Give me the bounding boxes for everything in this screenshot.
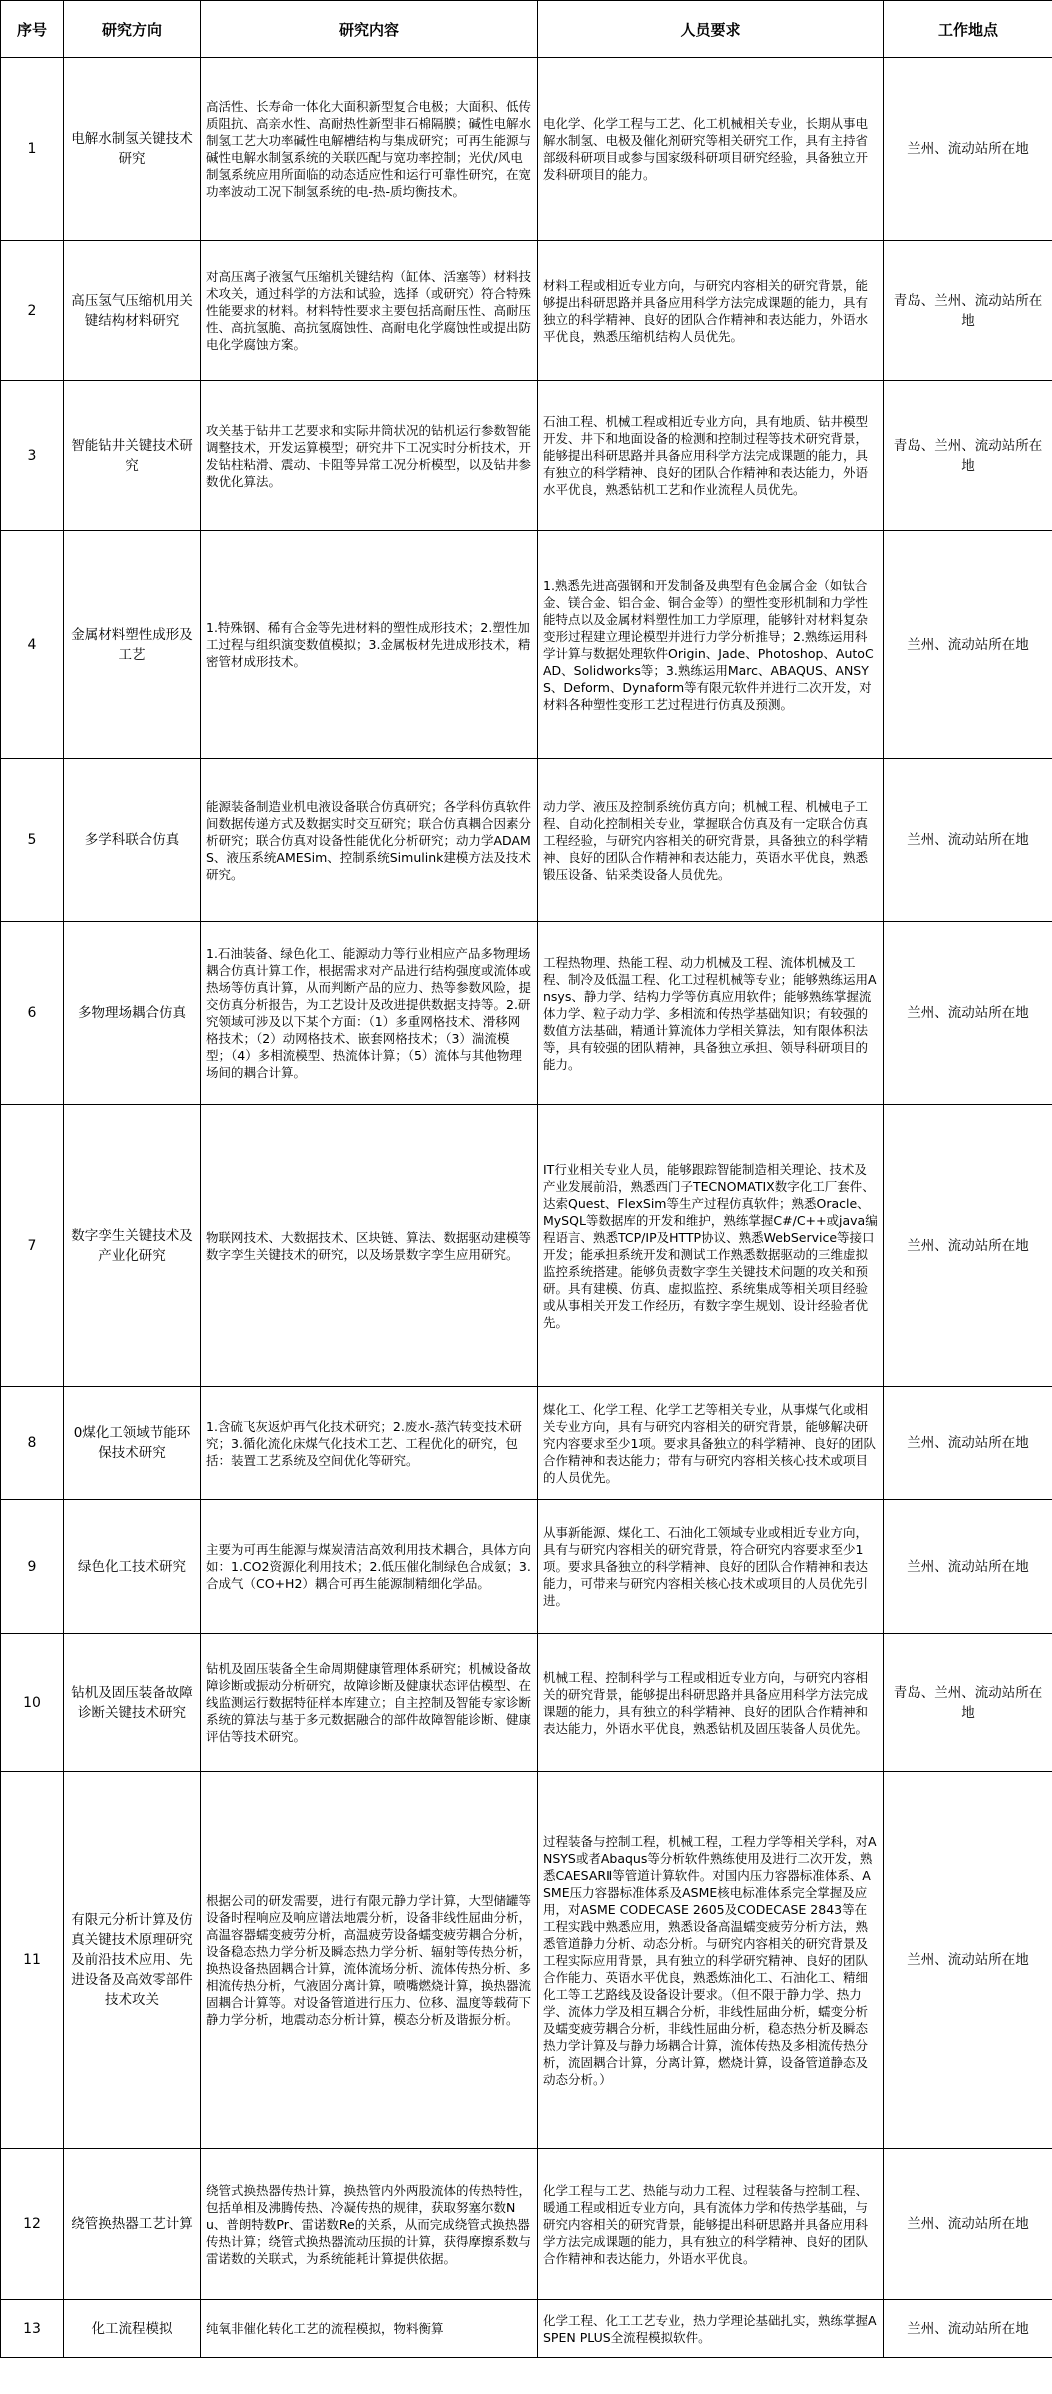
research-content: 主要为可再生能源与煤炭清洁高效利用技术耦合，具体方向如：1.CO2资源化利用技术；2.低压催化制绿色合成氨；3.合成气（CO+H2）耦合可再生能源制精细化学品。 [201,1500,538,1634]
table-row [1,1105,1052,1387]
table-row [1,1387,1052,1500]
research-direction: 金属材料塑性成形及工艺 [64,531,201,759]
table-row [1,2149,1052,2300]
research-content: 纯氧非催化转化工艺的流程模拟，物料衡算 [201,2300,538,2358]
personnel-requirement: 动力学、液压及控制系统仿真方向；机械工程、机械电子工程、自动化控制相关专业，掌握联合仿真及有一定联合仿真工程经验，与研究内容相关的研究背景，具备独立的科学精神、良好的团队合作精神和表达能力，英语水平优良，熟悉锻压设备、钻采类设备人员优先。 [538,759,884,922]
research-content: 1.特殊钢、稀有合金等先进材料的塑性成形技术；2.塑性加工过程与组织演变数值模拟；3.金属板材先进成形技术，精密管材成形技术。 [201,531,538,759]
research-direction: 0煤化工领域节能环保技术研究 [64,1387,201,1500]
personnel-requirement: 过程装备与控制工程，机械工程，工程力学等相关学科，对ANSYS或者Abaqus等分析软件熟练使用及进行二次开发，熟悉CAESARⅡ等管道计算软件。对国内压力容器标准体系、ASME压力容器标准体系及ASME核电标准体系完全掌握及应用，对ASME CODECASE 2605及CODECASE 2843等在工程实践中熟悉应用，熟悉设备高温蠕变疲劳分析方法，熟悉管道静力分析、动态分析。与研究内容相关的研究背景及工程实际应用背景，具有独立的科学研究精神、良好的团队合作能力、英语水平优良，熟悉炼油化工、石油化工、精细化工等工艺路线及设备设计要求。（但不限于静力学、热力学、流体力学及相互耦合分析，非线性屈曲分析，蠕变分析及蠕变疲劳耦合分析，非线性屈曲分析，稳态热分析及瞬态热力学计算及与静力场耦合计算，流体传热及多相流传热分析，流固耦合计算，分离计算，燃烧计算，设备管道静态及动态分析。） [538,1772,884,2149]
row-number: 9 [1,1500,64,1634]
personnel-requirement: 煤化工、化学工程、化学工艺等相关专业，从事煤气化或相关专业方向，具有与研究内容相关的研究背景，能够解决研究内容要求至少1项。要求具备独立的科学精神、良好的团队合作精神和表达能力；带有与研究内容相关核心技术或项目的人员优先。 [538,1387,884,1500]
row-number: 1 [1,58,64,241]
research-direction: 多物理场耦合仿真 [64,922,201,1105]
research-content: 能源装备制造业机电液设备联合仿真研究；各学科仿真软件间数据传递方式及数据实时交互研究；联合仿真耦合因素分析研究；联合仿真对设备性能优化分析研究；动力学ADAMS、液压系统AMESim、控制系统Simulink建模方法及技术研究。 [201,759,538,922]
research-content: 根据公司的研发需要，进行有限元静力学计算，大型储罐等设备时程响应及响应谱法地震分析，设备非线性屈曲分析，高温容器蠕变疲劳分析，高温疲劳设备蠕变疲劳耦合分析，设备稳态热力学分析及瞬态热力学分析、辐射等传热分析，换热设备热固耦合计算，流体流场分析、流体传热分析、多相流传热分析，气液固分离计算，喷嘴燃烧计算，换热器流固耦合计算等。对设备管道进行压力、位移、温度等载荷下静力学分析，地震动态分析计算，模态分析及谐振分析。 [201,1772,538,2149]
table-row [1,2300,1052,2358]
work-location: 兰州、流动站所在地 [884,759,1052,922]
research-direction: 智能钻井关键技术研究 [64,381,201,531]
work-location: 青岛、兰州、流动站所在地 [884,241,1052,381]
personnel-requirement: 机械工程、控制科学与工程或相近专业方向，与研究内容相关的研究背景，能够提出科研思路并具备应用科学方法完成课题的能力，具有独立的科学精神、良好的团队合作精神和表达能力，外语水平优良，熟悉钻机及固压装备人员优先。 [538,1634,884,1772]
table-row [1,1634,1052,1772]
work-location: 兰州、流动站所在地 [884,1105,1052,1387]
row-number: 10 [1,1634,64,1772]
header-location: 工作地点 [884,1,1052,58]
research-content: 钻机及固压装备全生命周期健康管理体系研究；机械设备故障诊断或振动分析研究，故障诊断及健康状态评估模型、在线监测运行数据特征样本库建立；自主控制及智能专家诊断系统的算法与基于多元数据融合的部件故障智能诊断、健康评估等技术研究。 [201,1634,538,1772]
research-content: 高活性、长寿命一体化大面积新型复合电极；大面积、低传质阻抗、高亲水性、高耐热性新型非石棉隔膜；碱性电解水制氢工艺大功率碱性电解槽结构与集成研究；可再生能源与碱性电解水制氢系统的关联匹配与宽功率控制；光伏/风电制氢系统应用所面临的动态适应性和运行可靠性研究，在宽功率波动工况下制氢系统的电-热-质均衡技术。 [201,58,538,241]
personnel-requirement: IT行业相关专业人员，能够跟踪智能制造相关理论、技术及产业发展前沿，熟悉西门子TECNOMATIX数字化工厂套件、达索Quest、FlexSim等生产过程仿真软件；熟悉Oracle、MySQL等数据库的开发和维护，熟练掌握C#/C++或java编程语言、熟悉TCP/IP及HTTP协议、熟悉WebService等接口开发；能承担系统开发和测试工作熟悉数据驱动的三维虚拟监控系统搭建。能够负责数字孪生关键技术问题的攻关和预研。具有建模、仿真、虚拟监控、系统集成等相关项目经验或从事相关开发工作经历，有数字孪生规划、设计经验者优先。 [538,1105,884,1387]
work-location: 兰州、流动站所在地 [884,58,1052,241]
personnel-requirement: 材料工程或相近专业方向，与研究内容相关的研究背景，能够提出科研思路并具备应用科学方法完成课题的能力，具有独立的科学精神、良好的团队合作精神和表达能力，外语水平优良，熟悉压缩机结构人员优先。 [538,241,884,381]
row-number: 8 [1,1387,64,1500]
row-number: 5 [1,759,64,922]
work-location: 兰州、流动站所在地 [884,1387,1052,1500]
research-content: 绕管式换热器传热计算，换热管内外两股流体的传热特性，包括单相及沸腾传热、冷凝传热的规律，获取努塞尔数Nu、普朗特数Pr、雷诺数Re的关系，从而完成绕管式换热器传热计算；绕管式换热器流动压损的计算，获得摩擦系数与雷诺数的关联式，为系统能耗计算提供依据。 [201,2149,538,2300]
row-number: 13 [1,2300,64,2358]
research-direction: 绿色化工技术研究 [64,1500,201,1634]
research-direction: 有限元分析计算及仿真关键技术原理研究及前沿技术应用、先进设备及高效零部件技术攻关 [64,1772,201,2149]
research-content: 1.含硫飞灰返炉再气化技术研究；2.废水-蒸汽转变技术研究；3.循化流化床煤气化技术工艺、工程优化的研究，包括：装置工艺系统及空间优化等研究。 [201,1387,538,1500]
header-direction: 研究方向 [64,1,201,58]
research-direction: 多学科联合仿真 [64,759,201,922]
work-location: 兰州、流动站所在地 [884,2300,1052,2358]
row-number: 7 [1,1105,64,1387]
header-row [1,1,1052,58]
research-direction: 钻机及固压装备故障诊断关键技术研究 [64,1634,201,1772]
work-location: 青岛、兰州、流动站所在地 [884,1634,1052,1772]
work-location: 兰州、流动站所在地 [884,922,1052,1105]
work-location: 兰州、流动站所在地 [884,531,1052,759]
research-direction: 数字孪生关键技术及产业化研究 [64,1105,201,1387]
research-direction: 化工流程模拟 [64,2300,201,2358]
row-number: 11 [1,1772,64,2149]
row-number: 2 [1,241,64,381]
table-row [1,1772,1052,2149]
personnel-requirement: 电化学、化学工程与工艺、化工机械相关专业，长期从事电解水制氢、电极及催化剂研究等相关研究工作，具有主持省部级科研项目或参与国家级科研项目研究经验，具备独立开发科研项目的能力。 [538,58,884,241]
work-location: 青岛、兰州、流动站所在地 [884,381,1052,531]
personnel-requirement: 化学工程、化工工艺专业，热力学理论基础扎实，熟练掌握ASPEN PLUS全流程模拟软件。 [538,2300,884,2358]
personnel-requirement: 工程热物理、热能工程、动力机械及工程、流体机械及工程、制冷及低温工程、化工过程机械等专业；能够熟练运用Ansys、静力学、结构力学等仿真应用软件；能够熟练掌握流体力学、粒子动力学、多相流和传热学基础知识；有较强的数值方法基础，精通计算流体力学相关算法，知有限体积法等，具有较强的团队精神，具备独立承担、领导科研项目的能力。 [538,922,884,1105]
table-row [1,381,1052,531]
research-direction: 绕管换热器工艺计算 [64,2149,201,2300]
table-header [1,1,1052,58]
research-content: 攻关基于钻井工艺要求和实际井筒状况的钻机运行参数智能调整技术，开发运算模型；研究井下工况实时分析技术，开发钻柱粘滑、震动、卡阻等异常工况分析模型，以及钻井参数优化算法。 [201,381,538,531]
table-row [1,58,1052,241]
research-content: 物联网技术、大数据技术、区块链、算法、数据驱动建模等数字孪生关键技术的研究，以及场景数字孪生应用研究。 [201,1105,538,1387]
table-row [1,759,1052,922]
research-direction: 高压氢气压缩机用关键结构材料研究 [64,241,201,381]
personnel-requirement: 1.熟悉先进高强钢和开发制备及典型有色金属合金（如钛合金、镁合金、铝合金、铜合金等）的塑性变形机制和力学性能特点以及金属材料塑性加工力学原理，能够针对材料复杂变形过程建立理论模型并进行力学分析推导；2.熟练运用科学计算与数据处理软件Origin、Jade、Photoshop、AutoCAD、Solidworks等；3.熟练运用Marc、ABAQUS、ANSYS、Deform、Dynaform等有限元软件并进行二次开发，对材料各种塑性变形工艺过程进行仿真及预测。 [538,531,884,759]
header-index: 序号 [1,1,64,58]
personnel-requirement: 化学工程与工艺、热能与动力工程、过程装备与控制工程、暖通工程或相近专业方向，具有流体力学和传热学基础，与研究内容相关的研究背景，能够提出科研思路并具备应用科学方法完成课题的能力，具有独立的科学精神、良好的团队合作精神和表达能力，外语水平优良。 [538,2149,884,2300]
row-number: 4 [1,531,64,759]
research-content: 对高压离子液氢气压缩机关键结构（缸体、活塞等）材料技术攻关，通过科学的方法和试验，选择（或研究）符合特殊性能要求的材料。材料特性要求主要包括高耐压性、高耐压性、高抗氢脆、高抗氢腐蚀性、高耐电化学腐蚀性或提出防电化学腐蚀方案。 [201,241,538,381]
row-number: 6 [1,922,64,1105]
table-row [1,531,1052,759]
personnel-requirement: 石油工程、机械工程或相近专业方向，具有地质、钻井模型开发、井下和地面设备的检测和控制过程等技术研究背景，能够提出科研思路并具备应用科学方法完成课题的能力，具有独立的科学精神、良好的团队合作精神和表达能力，外语水平优良，熟悉钻机工艺和作业流程人员优先。 [538,381,884,531]
personnel-requirement: 从事新能源、煤化工、石油化工领域专业或相近专业方向，具有与研究内容相关的研究背景，符合研究内容要求至少1项。要求具备独立的科学精神、良好的团队合作精神和表达能力，可带来与研究内容相关核心技术或项目的人员优先引进。 [538,1500,884,1634]
table-row [1,1500,1052,1634]
table-row [1,922,1052,1105]
row-number: 3 [1,381,64,531]
work-location: 兰州、流动站所在地 [884,1772,1052,2149]
work-location: 兰州、流动站所在地 [884,2149,1052,2300]
table-body [1,58,1052,2358]
row-number: 12 [1,2149,64,2300]
research-content: 1.石油装备、绿色化工、能源动力等行业相应产品多物理场耦合仿真计算工作，根据需求对产品进行结构强度或流体或热场等仿真计算，从而判断产品的应力、热等参数风险，提交仿真分析报告，为工艺设计及改进提供数据支持等。2.研究领域可涉及以下某个方面：（1）多重网格技术、滑移网格技术；（2）动网格技术、嵌套网格技术；（3）湍流模型；（4）多相流模型、热流体计算；（5）流体与其他物理场间的耦合计算。 [201,922,538,1105]
table-row [1,241,1052,381]
work-location: 兰州、流动站所在地 [884,1500,1052,1634]
header-content: 研究内容 [201,1,538,58]
header-requirement: 人员要求 [538,1,884,58]
research-direction: 电解水制氢关键技术研究 [64,58,201,241]
